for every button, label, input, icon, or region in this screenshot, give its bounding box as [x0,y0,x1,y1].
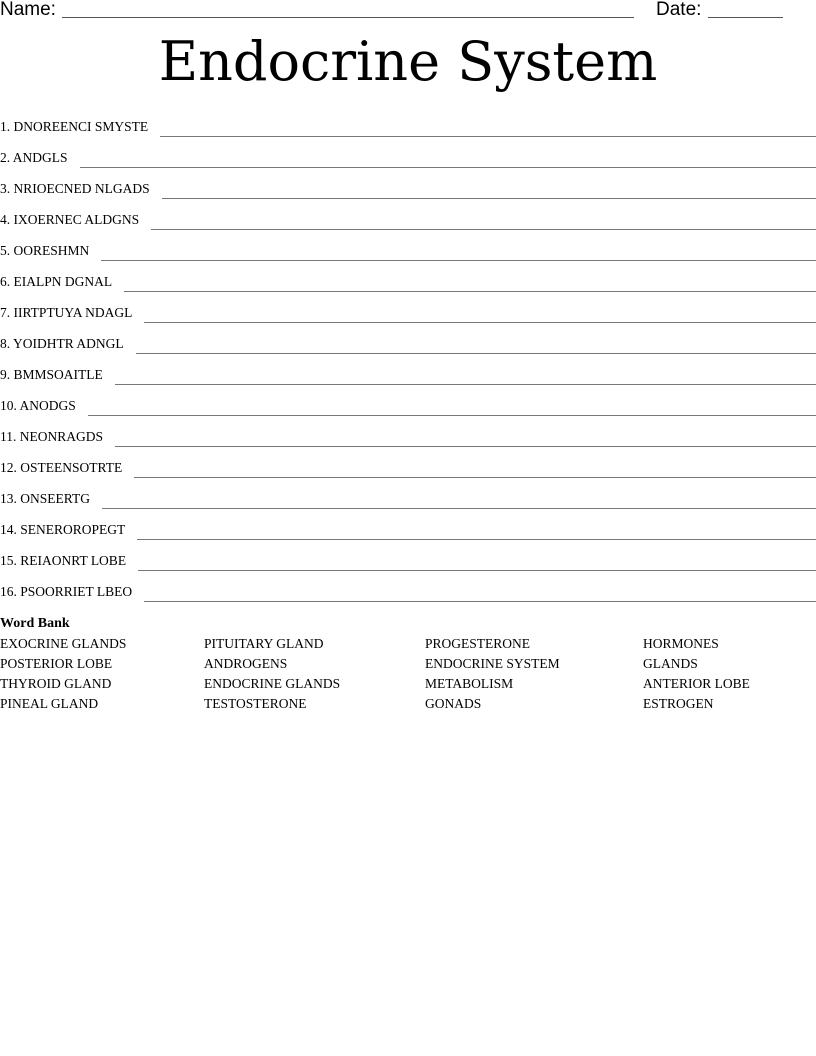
answer-line[interactable] [136,352,816,354]
worksheet-header [0,0,816,22]
word-bank [0,614,816,714]
scrambled-word: 3. NRIOECNED NLGADS [0,181,150,196]
question-row [0,422,816,453]
question-row [0,112,816,143]
answer-line[interactable] [102,507,816,509]
word-bank-word: ENDOCRINE SYSTEM [425,656,560,671]
question-row [0,484,816,515]
word-bank-word: TESTOSTERONE [204,696,307,711]
question-row [0,205,816,236]
name-label: Name: [0,0,56,20]
answer-line[interactable] [115,383,816,385]
word-bank-word: PROGESTERONE [425,636,531,651]
word-bank-word: PINEAL GLAND [0,696,99,711]
question-row [0,298,816,329]
word-bank-word: POSTERIOR LOBE [0,656,113,671]
page-title: Endocrine System [158,30,658,93]
answer-line[interactable] [160,135,816,137]
question-row [0,329,816,360]
question-row [0,546,816,577]
answer-line[interactable] [162,197,816,199]
word-bank-word: GLANDS [643,656,698,671]
question-row [0,515,816,546]
question-row [0,360,816,391]
word-bank-word: ANTERIOR LOBE [643,676,750,691]
scrambled-word: 7. IIRTPTUYA NDAGL [0,305,133,320]
scrambled-word: 9. BMMSOAITLE [0,367,103,382]
word-bank-word: ENDOCRINE GLANDS [204,676,341,691]
scrambled-word: 15. REIAONRT LOBE [0,553,127,568]
scrambled-word: 1. DNOREENCI SMYSTE [0,119,149,134]
answer-line[interactable] [124,290,816,292]
answer-line[interactable] [134,476,816,478]
word-bank-word: GONADS [425,696,482,711]
scrambled-word: 13. ONSEERTG [0,491,90,506]
word-bank-grid [0,634,816,714]
question-row [0,267,816,298]
question-row [0,143,816,174]
word-bank-word: HORMONES [643,636,719,651]
word-bank-word: PITUITARY GLAND [204,636,324,651]
scrambled-word: 16. PSOORRIET LBEO [0,584,133,599]
question-list [0,112,816,608]
answer-line[interactable] [138,569,816,571]
name-blank-line [62,17,634,18]
answer-line[interactable] [137,538,816,540]
scrambled-word: 2. ANDGLS [0,150,68,165]
word-bank-word: EXOCRINE GLANDS [0,636,127,651]
answer-line[interactable] [80,166,816,168]
word-bank-title: Word Bank [0,616,70,631]
scrambled-word: 14. SENEROROPEGT [0,522,126,537]
word-bank-word: THYROID GLAND [0,676,112,691]
answer-line[interactable] [144,600,816,602]
question-row [0,577,816,608]
answer-line[interactable] [115,445,816,447]
question-row [0,453,816,484]
question-row [0,174,816,205]
scrambled-word: 12. OSTEENSOTRTE [0,460,123,475]
answer-line[interactable] [88,414,816,416]
date-label: Date: [656,0,702,20]
answer-line[interactable] [151,228,816,230]
question-row [0,391,816,422]
word-bank-word: ESTROGEN [643,696,714,711]
word-bank-word: METABOLISM [425,676,514,691]
scrambled-word: 5. OORESHMN [0,243,90,258]
scrambled-word: 6. EIALPN DGNAL [0,274,113,289]
scrambled-word: 10. ANODGS [0,398,76,413]
scrambled-word: 11. NEONRAGDS [0,429,104,444]
scrambled-word: 8. YOIDHTR ADNGL [0,336,124,351]
scrambled-word: 4. IXOERNEC ALDGNS [0,212,140,227]
word-bank-word: ANDROGENS [204,656,288,671]
answer-line[interactable] [144,321,816,323]
question-row [0,236,816,267]
answer-line[interactable] [101,259,816,261]
date-blank-line [708,17,783,18]
